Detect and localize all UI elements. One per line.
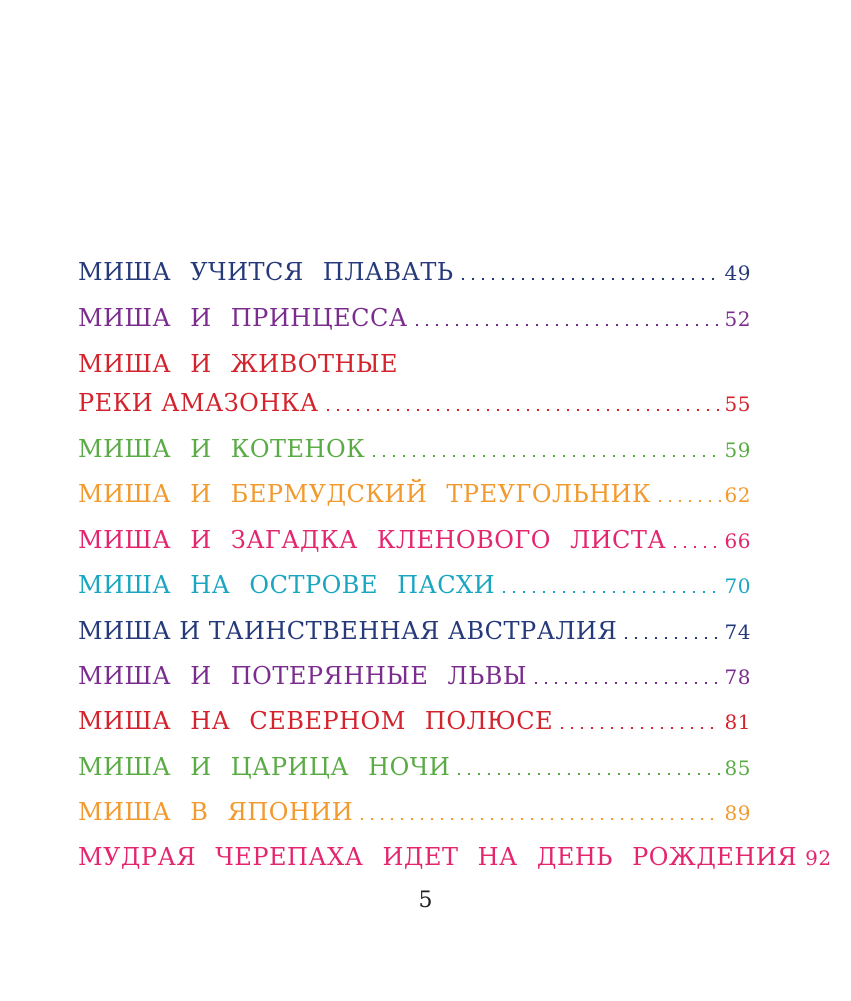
toc-entry[interactable] bbox=[78, 745, 751, 790]
toc-entry-title: МУДРАЯ ЧЕРЕПАХА ИДЕТ НА ДЕНЬ РОЖДЕНИЯ bbox=[78, 843, 798, 872]
dot-leader bbox=[531, 682, 721, 684]
dot-leader bbox=[557, 727, 720, 729]
toc-entry-title: МИША И ПРИНЦЕССА bbox=[78, 303, 408, 332]
toc-entry-title: МИША И КОТЕНОК bbox=[78, 434, 366, 463]
toc-entry[interactable] bbox=[78, 835, 832, 880]
toc-entry-page: 59 bbox=[724, 437, 751, 462]
toc-entry[interactable] bbox=[78, 563, 751, 608]
toc-entry-title-continued: РЕКИ АМАЗОНКА bbox=[78, 388, 319, 417]
toc-entry-title: МИША И ТАИНСТВЕННАЯ АВСТРАЛИЯ bbox=[78, 616, 618, 645]
toc-entry[interactable] bbox=[78, 341, 751, 427]
toc-entry-page: 78 bbox=[724, 664, 751, 689]
dot-leader bbox=[369, 455, 720, 457]
toc-entry[interactable] bbox=[78, 608, 751, 653]
toc-entry[interactable] bbox=[78, 654, 751, 699]
toc-entry[interactable] bbox=[78, 699, 751, 744]
dot-leader bbox=[323, 409, 721, 411]
table-of-contents bbox=[78, 250, 832, 881]
toc-entry[interactable] bbox=[78, 250, 751, 295]
toc-entry-page: 49 bbox=[724, 261, 751, 286]
toc-entry-title: МИША И ЗАГАДКА КЛЕНОВОГО ЛИСТА bbox=[78, 525, 667, 554]
toc-entry-title: МИША И БЕРМУДСКИЙ ТРЕУГОЛЬНИК bbox=[78, 480, 652, 509]
toc-entry[interactable] bbox=[78, 518, 751, 563]
toc-entry-title: МИША НА СЕВЕРНОМ ПОЛЮСЕ bbox=[78, 707, 554, 736]
dot-leader bbox=[357, 818, 720, 820]
toc-entry-page: 81 bbox=[724, 710, 751, 735]
toc-entry[interactable] bbox=[78, 790, 751, 835]
page-number: 5 bbox=[418, 888, 433, 913]
toc-entry-title: МИША УЧИТСЯ ПЛАВАТЬ bbox=[78, 258, 454, 287]
toc-entry-title: МИША И ЖИВОТНЫЕ bbox=[78, 349, 399, 378]
toc-entry-title: МИША В ЯПОНИИ bbox=[78, 798, 354, 827]
toc-entry-title: МИША НА ОСТРОВЕ ПАСХИ bbox=[78, 571, 496, 600]
dot-leader bbox=[412, 324, 721, 326]
toc-entry[interactable] bbox=[78, 427, 751, 472]
toc-entry-page: 66 bbox=[724, 528, 751, 553]
toc-entry-page: 70 bbox=[724, 574, 751, 599]
dot-leader bbox=[499, 591, 720, 593]
toc-entry-title: МИША И ПОТЕРЯННЫЕ ЛЬВЫ bbox=[78, 661, 527, 690]
dot-leader bbox=[454, 773, 720, 775]
toc-entry-page: 92 bbox=[805, 846, 832, 871]
toc-entry-page: 52 bbox=[724, 306, 751, 331]
toc-entry-page: 62 bbox=[724, 483, 751, 508]
dot-leader bbox=[458, 278, 721, 280]
toc-entry-title: МИША И ЦАРИЦА НОЧИ bbox=[78, 752, 451, 781]
dot-leader bbox=[621, 637, 720, 639]
toc-entry-page: 55 bbox=[724, 391, 751, 416]
toc-entry-page: 85 bbox=[724, 755, 751, 780]
toc-entry[interactable] bbox=[78, 295, 751, 340]
toc-entry-page: 89 bbox=[724, 801, 751, 826]
toc-entry[interactable] bbox=[78, 472, 751, 517]
dot-leader bbox=[655, 500, 720, 502]
dot-leader bbox=[670, 546, 720, 548]
toc-entry-page: 74 bbox=[724, 619, 751, 644]
